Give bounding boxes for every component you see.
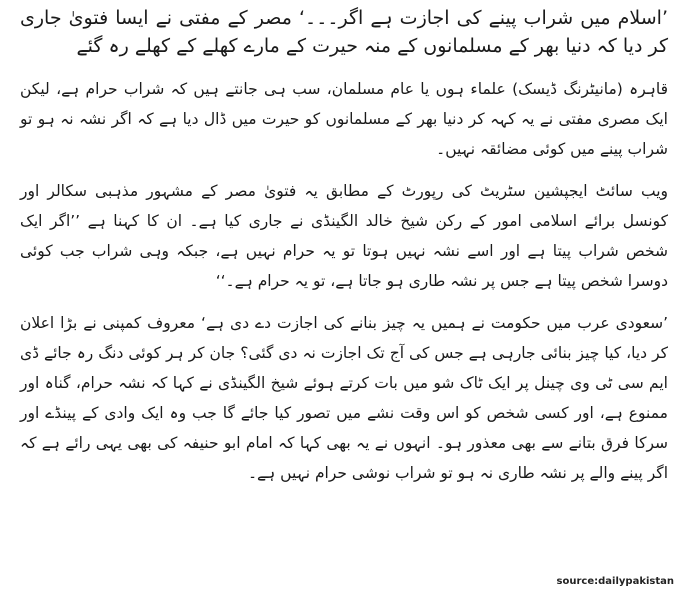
article-headline: ’اسلام میں شراب پینے کی اجازت ہے اگر۔۔۔‘ مصر کے مفتی نے ایسا فتویٰ جاری کر دیا کہ دنیا بھر کے مسلمانوں کے منہ حیرت کے مارے کھلے کے کھلے رہ گئے [20,7,668,57]
article-paragraph-1: قاہرہ (مانیٹرنگ ڈیسک) علماء ہوں یا عام مسلمان، سب ہی جانتے ہیں کہ شراب حرام ہے، لیکن ایک مصری مفتی نے یہ کہہ کر دنیا بھر کے مسلمانوں کو حیرت میں ڈال دیا ہے کہ اگر نشہ نہ ہو تو شراب پینے میں کوئی مضائقہ نہیں۔ [20,80,668,158]
article-paragraph-3: ’سعودی عرب میں حکومت نے ہمیں یہ چیز بنانے کی اجازت دے دی ہے‘ معروف کمپنی نے بڑا اعلان کر دیا، کیا چیز بنائی جارہی ہے جس کی آج تک اجازت نہ دی گئی؟ جان کر ہر کوئی دنگ رہ جائے ڈی ایم سی ٹی وی چینل پر ایک ٹاک شو میں بات کرتے ہوئے شیخ الگینڈی نے کہا کہ نشہ حرام، گناہ اور ممنوع ہے، اور کسی شخص کو اس وقت نشے میں تصور کیا جائے گا جب وہ ایک وادی کے پینڈے اور سرکا فرق بتانے سے بھی معذور ہو۔ انہوں نے یہ بھی کہا کہ امام ابو حنیفہ کی بھی یہی رائے ہے کہ اگر پینے والے پر نشہ طاری نہ ہو تو شراب نوشی حرام نہیں ہے۔ [20,314,668,482]
source-credit: source:dailypakistan [556,576,674,587]
article-paragraph-2: ویب سائٹ ایجپشین سٹریٹ کی رپورٹ کے مطابق یہ فتویٰ مصر کے مشہور مذہبی سکالر اور کونسل برائے اسلامی امور کے رکن شیخ خالد الگینڈی نے جاری کیا ہے۔ ان کا کہنا ہے ’’اگر ایک شخص شراب پیتا ہے اور اسے نشہ نہیں ہوتا تو یہ حرام نہیں ہے، جبکہ وہی شراب جب کوئی دوسرا شخص پیتا ہے جس پر نشہ طاری ہو جاتا ہے، تو یہ حرام ہے۔‘‘ [20,182,668,290]
article [20,4,668,500]
